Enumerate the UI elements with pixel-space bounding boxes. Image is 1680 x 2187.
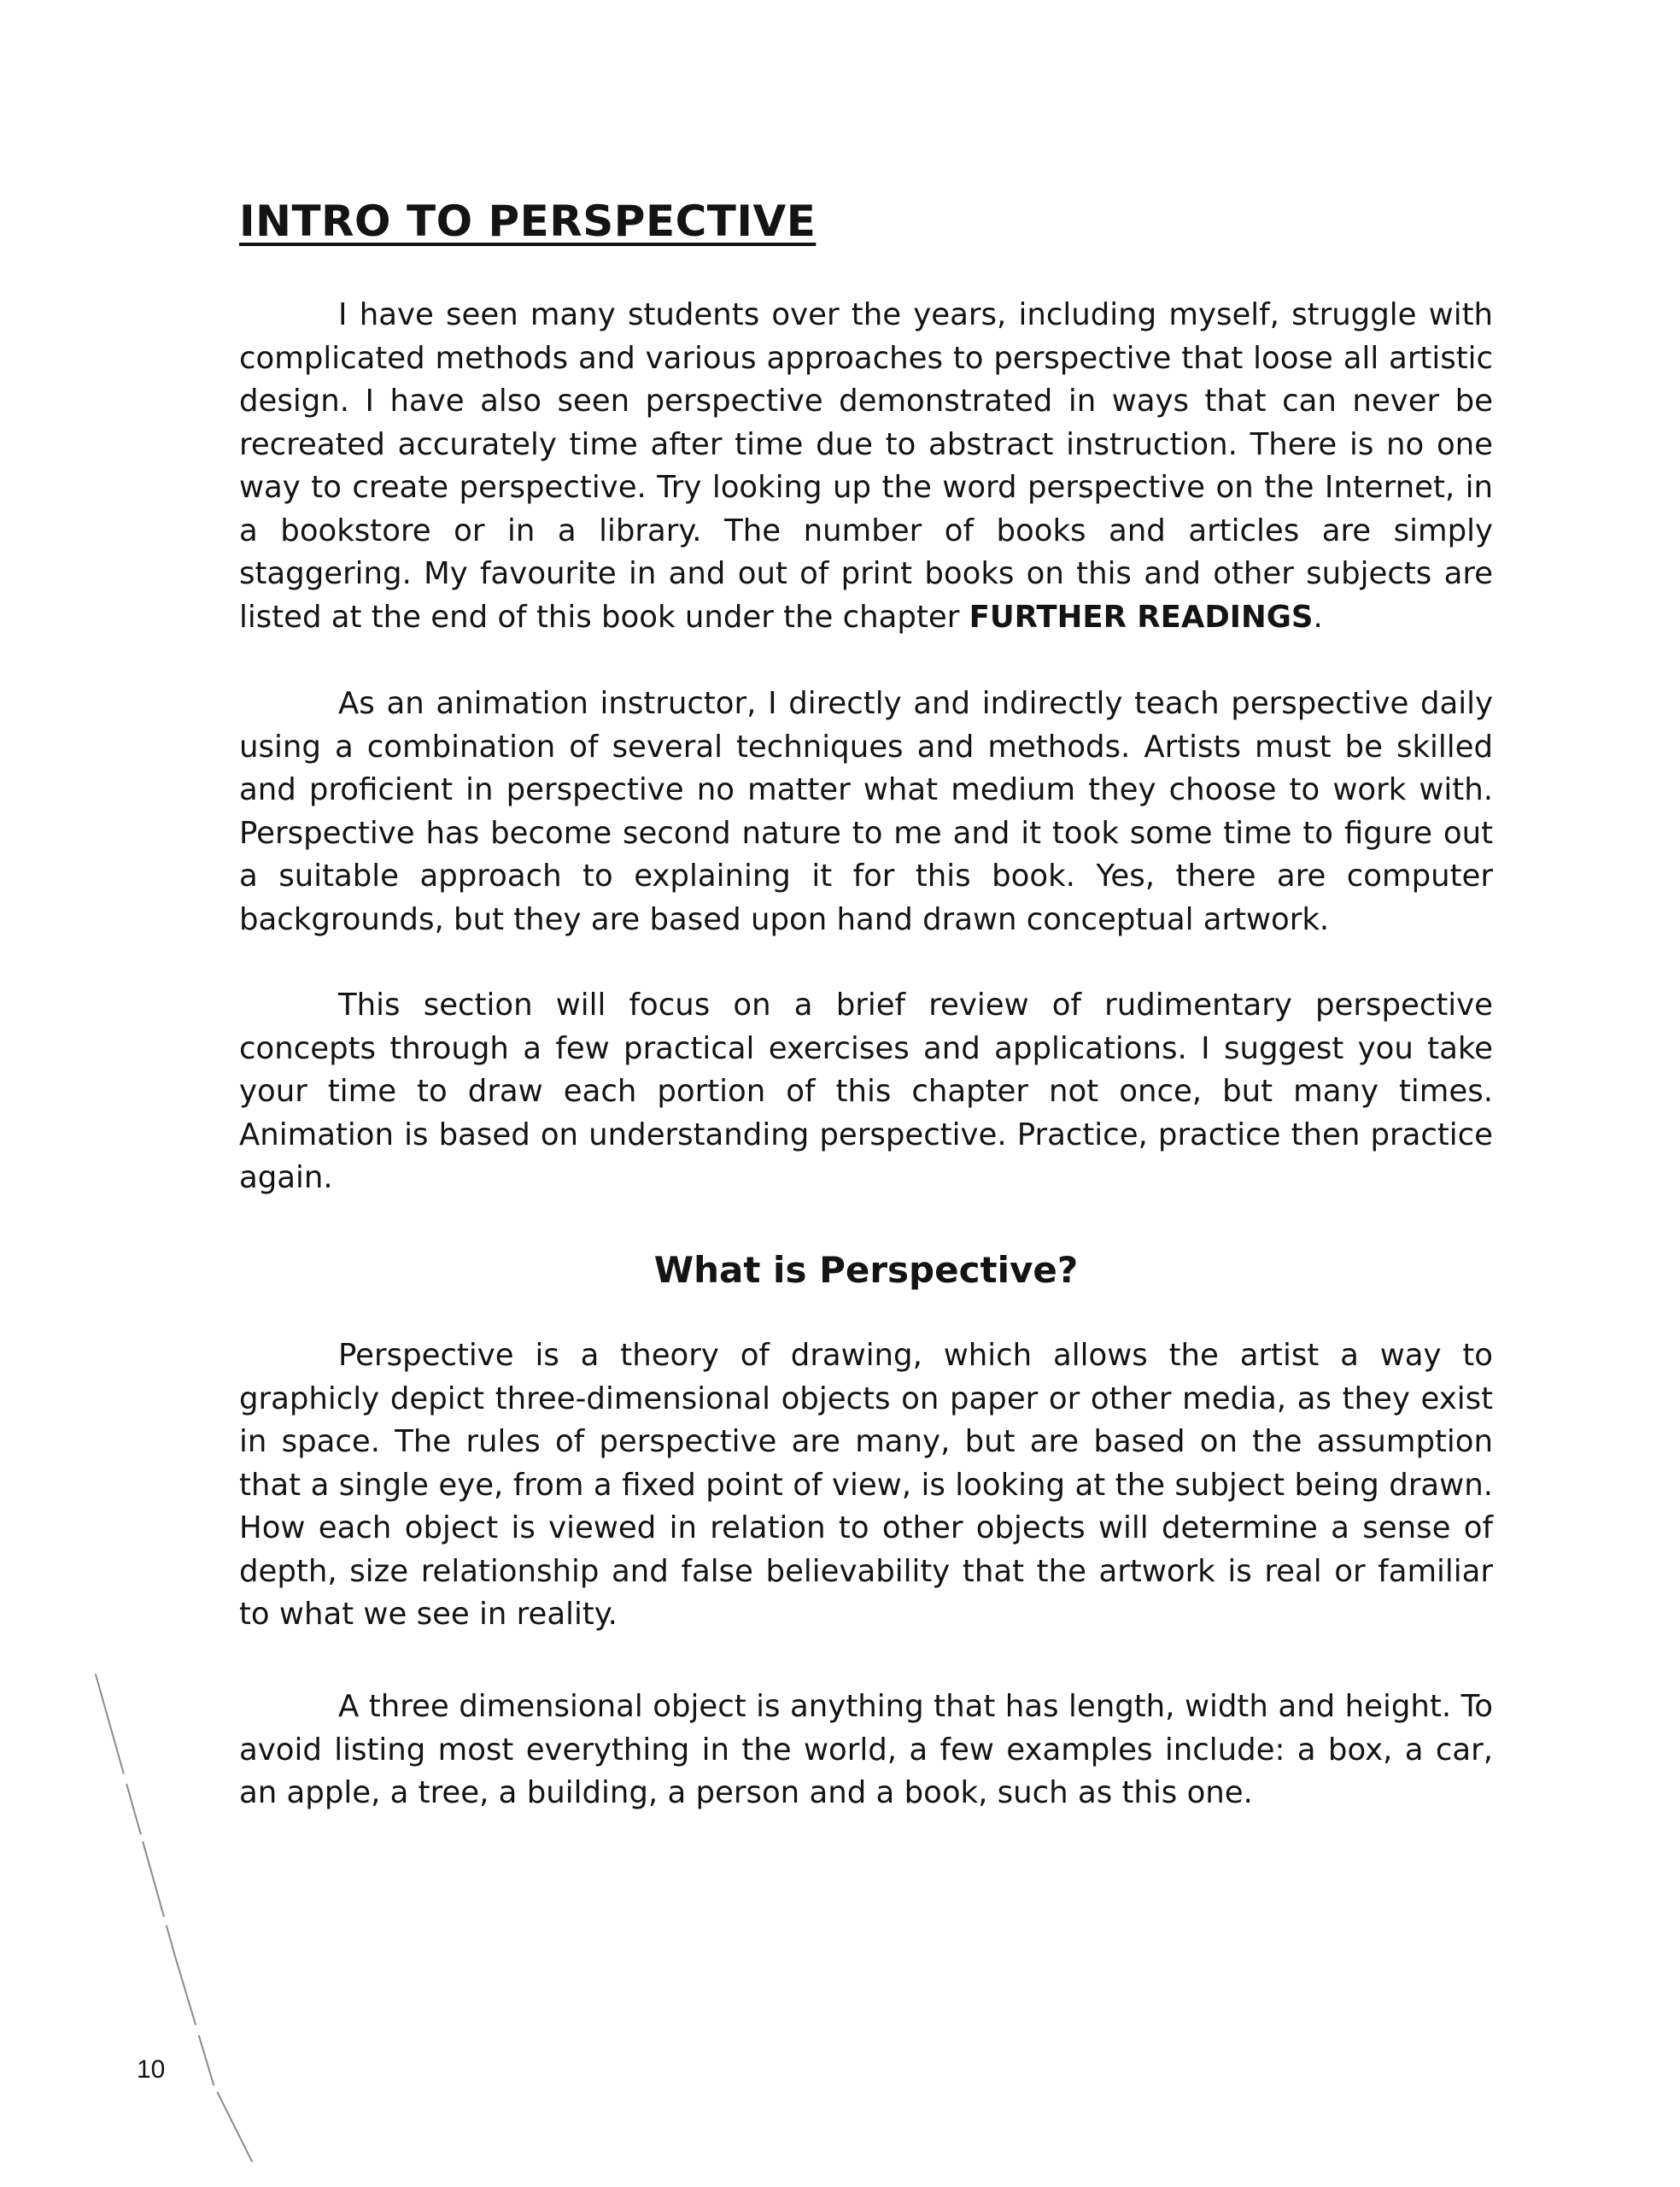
scan-edge-stroke: [96, 1674, 256, 2170]
page-number: 10: [137, 2055, 166, 2084]
further-readings-reference: FURTHER READINGS: [969, 599, 1314, 635]
intro-paragraph-2: As an animation instructor, I directly and indirectly teach perspective daily using a combination of several techniques and methods. Artists must be skilled and proficient in perspective no matter what medium they choose to work with. Perspective has become second nature to me and it took some time to figure out a suitable approach to explaining it for this book. Yes, there are computer backgrounds, but they are based upon hand drawn conceptual artwork.: [239, 686, 1493, 937]
section-paragraph-2: A three dimensional object is anything that has length, width and height. To avoid listing most everything in the world, a few examples include: a box, a car, an apple, a tree, a building, a person and a book, such as this one.: [239, 1689, 1493, 1810]
intro-paragraph-3: This section will focus on a brief review of rudimentary perspective concepts through a few practical exercises and applications. I suggest you take your time to draw each portion of this chapter not once, but many times. Animation is based on understanding perspective. Practice, practice then practice again.: [239, 988, 1493, 1195]
intro-paragraph-1-text: I have seen many students over the years, including myself, struggle with complicated methods and various approaches to perspective that loose all artistic design. I have also seen perspective demonstrated in ways that can never be recreated accurately time after time due to abstract instruction. There is no one way to create perspective. Try looking up the word perspective on the Internet, in a bookstore or in a library. The number of books and articles are simply staggering. My favourite in and out of print books on this and other subjects are listed at the end of this book under the chapter: [239, 297, 1493, 635]
section-paragraph-1: Perspective is a theory of drawing, which allows the artist a way to graphicly depict three-dimensional objects on paper or other media, as they exist in space. The rules of perspective are many, but are based on the assumption that a single eye, from a fixed point of view, is looking at the subject being drawn. How each object is viewed in relation to other objects will determine a sense of depth, size relationship and false believability that the artwork is real or familiar to what we see in reality.: [239, 1338, 1493, 1632]
chapter-title: INTRO TO PERSPECTIVE: [239, 196, 817, 246]
intro-paragraph-1: [239, 294, 1493, 639]
intro-paragraph-1-end: .: [1313, 599, 1323, 635]
section-heading: What is Perspective?: [653, 1249, 1079, 1291]
